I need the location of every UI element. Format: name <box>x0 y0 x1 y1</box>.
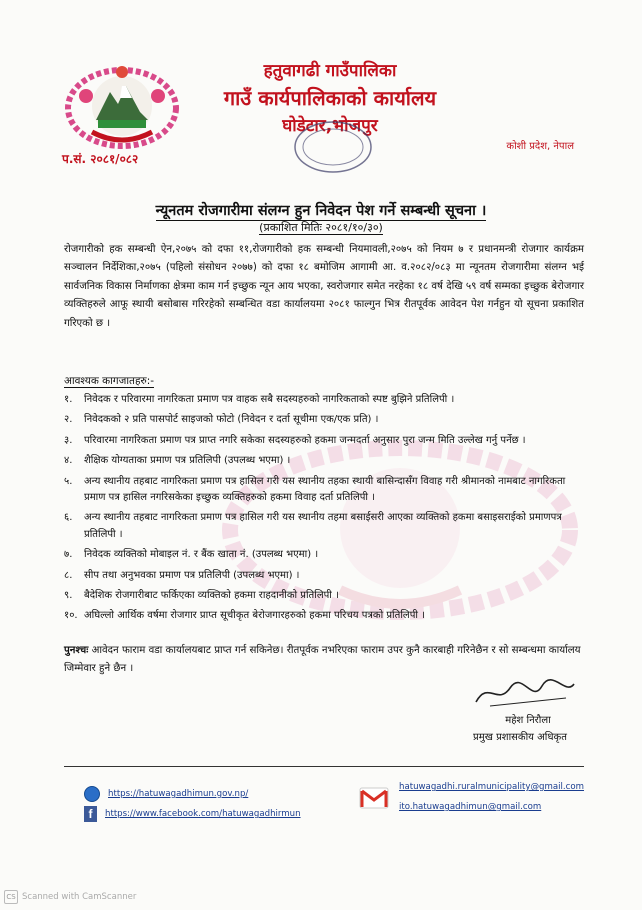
list-item-number: ६. <box>64 512 73 524</box>
email-secondary-link[interactable]: ito.hatuwagadhimun@gmail.com <box>399 802 542 812</box>
list-item <box>64 392 584 408</box>
office-name: गाउँ कार्यपालिकाको कार्यालय <box>223 86 437 110</box>
list-item <box>64 510 584 543</box>
list-item <box>64 412 584 428</box>
notice-body: रोजगारीको हक सम्बन्धी ऐन,२०७५ को दफा ११,रोजगारीको हक सम्बन्धी नियमावली,२०७५ को नियम ७ र प्रधानमन्त्री रोजगार कार्यक्रम सञ्चालन निर्देशिका,२०७५ (पहिलो संसोधन २०७७) को दफा १८ बमोजिम आगामी आ. व.२०८२/०८३ मा न्यूनतम रोजगारीमा संलग्न भई सार्वजनिक विकास निर्माणका क्षेत्रमा काम गर्न इच्छुक न्यून आय भएका, स्वरोजगार समेत नरहेका १८ वर्ष देखि ५९ वर्ष सम्मका इच्छुक बेरोजगार व्यक्तिहरुले आफू स्थायी बसोबास गरिरहेको सम्बन्धित वडा कार्यालयमा २०८१ फाल्गुन भित्र रीतपूर्वक आवेदन पेश गर्नहुन यो सूचना प्रकाशित गरिएको छ । <box>64 244 584 329</box>
list-item-text: शैक्षिक योग्यताका प्रमाण पत्र प्रतिलिपी (उपलब्ध भएमा) । <box>84 455 291 467</box>
list-item-number: ४. <box>64 455 73 467</box>
list-item-text: निवेदक र परिवारमा नागरिकता प्रमाण पत्र वाहक सबै सदस्यहरुको नागरिकताको स्पष्ट बुझिने प्रतिलिपी । <box>84 394 455 405</box>
facebook-row <box>84 806 301 822</box>
list-item-text: अघिल्लो आर्थिक वर्षमा रोजगार प्राप्त सूचीकृत बेरोजगारहरुको हकमा परिचय पत्रको प्रतिलिपी । <box>84 610 425 622</box>
signatory-name: महेश निरौला <box>505 715 551 726</box>
office-stamp-icon <box>292 118 374 176</box>
list-item-number: २. <box>64 414 73 426</box>
list-item-text: निवेदक व्यक्तिको मोबाइल नं. र बैंक खाता नं. (उपलब्ध भएमा) । <box>84 549 319 561</box>
list-item-number: ३. <box>64 434 73 446</box>
notice-title-text: न्यूनतम रोजगारीमा संलग्न हुन निवेदन पेश गर्ने सम्बन्धी सूचना । <box>155 203 487 219</box>
list-item <box>64 474 584 507</box>
list-item-text: बैदेशिक रोजगारीबाट फर्किएका व्यक्तिको हकमा राहदानीको प्रतिलिपी । <box>84 590 339 602</box>
list-item-number: ९. <box>64 590 73 602</box>
office-address: घोडेटार,भोजपुर <box>282 116 378 136</box>
list-item <box>64 433 584 449</box>
nepal-emblem-icon <box>62 62 182 150</box>
postscript-note <box>64 642 584 678</box>
list-item <box>64 453 584 469</box>
list-item <box>64 588 584 604</box>
list-item-number: १०. <box>64 610 78 622</box>
notice-title <box>0 200 642 220</box>
globe-icon <box>84 786 100 802</box>
signature-icon <box>470 676 580 710</box>
postscript-label: पुनश्चः <box>64 645 89 656</box>
list-item <box>64 608 584 624</box>
footer-divider <box>64 766 584 767</box>
province-label: कोशी प्रदेश, नेपाल <box>506 141 574 152</box>
email1-row <box>399 782 584 792</box>
publication-date-text: (प्रकाशित मितिः २०८१/१०/३०) <box>259 221 383 234</box>
documents-heading <box>64 374 154 388</box>
list-item-number: ५. <box>64 475 73 487</box>
email-primary-link[interactable]: hatuwagadhi.ruralmunicipality@gmail.com <box>399 782 584 792</box>
list-item-text: अन्य स्थानीय तहबाट नागरिकता प्रमाण पत्र हासिल गरी यस स्थानीय तहका स्थायी बासिन्दासँग विवाह गरी श्रीमानको नामबाट नागरिकता प्रमाण पत्र हासिल नगरिसकेका इच्छुक व्यक्तिहरुको हकमा विवाह दर्ता प्रतिलिपी । <box>84 475 566 504</box>
list-item-number: ८. <box>64 569 73 581</box>
postscript-text: आवेदन फाराम वडा कार्यालयबाट प्राप्त गर्न सकिनेछ। रीतपूर्वक नभरिएका फाराम उपर कुनै कारबाही गरिनेछैन र सो सम्बन्धमा कार्यालय जिम्मेवार हुने छैन । <box>64 645 581 674</box>
list-item <box>64 568 584 584</box>
list-item-text: परिवारमा नागरिकता प्रमाण पत्र प्राप्त नगरि सकेका सदस्यहरुको हकमा जन्मदर्ता अनुसार पुरा जन्म मिति उल्लेख गर्नु पर्नेछ । <box>84 434 526 446</box>
facebook-icon: f <box>84 806 97 822</box>
camscanner-watermark <box>4 890 136 904</box>
municipality-name: हतुवागढी गाउँपालिका <box>263 61 397 81</box>
list-item-text: अन्य स्थानीय तहबाट नागरिकता प्रमाण पत्र हासिल गरी यस स्थानीय तहमा बसाईसरी आएका व्यक्तिको हकमा बसाइसराईको प्रमाणपत्र प्रतिलिपी । <box>84 512 562 540</box>
website-link[interactable]: https://hatuwagadhimun.gov.np/ <box>108 789 249 799</box>
documents-heading-text: आवश्यक कागजातहरु:- <box>64 375 154 387</box>
list-item <box>64 547 584 563</box>
list-item-number: १. <box>64 394 73 405</box>
camscanner-icon: CS <box>4 890 18 904</box>
email2-row <box>399 802 541 812</box>
facebook-link[interactable]: https://www.facebook.com/hatuwagadhirmun <box>105 809 301 819</box>
publication-date <box>0 220 642 235</box>
signatory-title: प्रमुख प्रशासकीय अधिकृत <box>473 732 567 743</box>
list-item-text: सीप तथा अनुभवका प्रमाण पत्र प्रतिलिपी (उपलब्ध भएमा) । <box>84 569 300 581</box>
reference-number: प.सं. २०८१/०८२ <box>62 152 139 166</box>
list-item-text: निवेदकको २ प्रति पासपोर्ट साइजको फोटो (निवेदन र दर्ता सूचीमा एक/एक प्रति) । <box>84 414 379 426</box>
gmail-icon <box>359 786 389 810</box>
documents-list <box>64 392 584 629</box>
website-row <box>84 786 248 802</box>
list-item-number: ७. <box>64 549 73 561</box>
camscanner-label: Scanned with CamScanner <box>22 892 137 902</box>
